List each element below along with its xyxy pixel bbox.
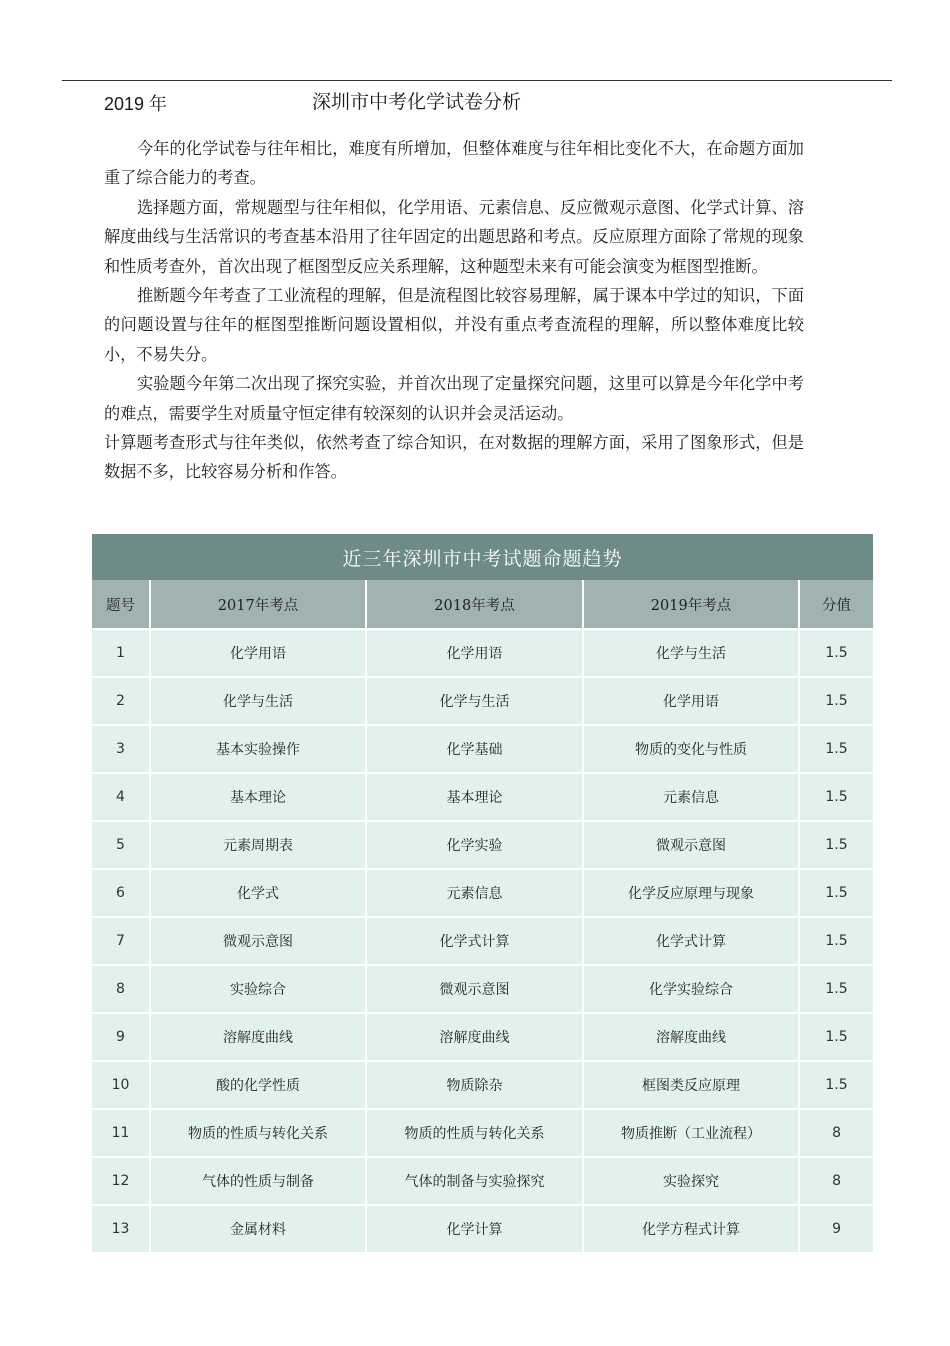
question-number-cell: 7 bbox=[92, 917, 150, 965]
score-cell: 9 bbox=[799, 1205, 873, 1252]
table-row bbox=[92, 1013, 873, 1061]
question-number-cell: 11 bbox=[92, 1109, 150, 1157]
topic-2018-cell: 化学与生活 bbox=[366, 677, 583, 725]
topic-2019-cell: 实验探究 bbox=[583, 1157, 799, 1205]
table-row bbox=[92, 1205, 873, 1252]
document-year: 2019 年 bbox=[104, 94, 168, 114]
topic-2019-cell: 化学与生活 bbox=[583, 629, 799, 677]
question-number-cell: 2 bbox=[92, 677, 150, 725]
column-header-number: 题号 bbox=[92, 580, 150, 629]
topic-2019-cell: 化学用语 bbox=[583, 677, 799, 725]
question-number-cell: 9 bbox=[92, 1013, 150, 1061]
table-row bbox=[92, 821, 873, 869]
document-title: 深圳市中考化学试卷分析 bbox=[312, 91, 522, 113]
topic-2018-cell: 化学计算 bbox=[366, 1205, 583, 1252]
topic-2017-cell: 实验综合 bbox=[150, 965, 366, 1013]
trend-table bbox=[92, 534, 873, 1252]
analysis-body bbox=[104, 134, 804, 487]
table-row bbox=[92, 1157, 873, 1205]
score-cell: 1.5 bbox=[799, 1013, 873, 1061]
table-row bbox=[92, 917, 873, 965]
topic-2017-cell: 微观示意图 bbox=[150, 917, 366, 965]
topic-2018-cell: 化学实验 bbox=[366, 821, 583, 869]
topic-2017-cell: 基本实验操作 bbox=[150, 725, 366, 773]
topic-2018-cell: 化学基础 bbox=[366, 725, 583, 773]
topic-2018-cell: 元素信息 bbox=[366, 869, 583, 917]
topic-2017-cell: 基本理论 bbox=[150, 773, 366, 821]
table-row bbox=[92, 965, 873, 1013]
topic-2019-cell: 元素信息 bbox=[583, 773, 799, 821]
score-cell: 1.5 bbox=[799, 773, 873, 821]
topic-2017-cell: 化学式 bbox=[150, 869, 366, 917]
topic-2018-cell: 物质的性质与转化关系 bbox=[366, 1109, 583, 1157]
topic-2017-cell: 物质的性质与转化关系 bbox=[150, 1109, 366, 1157]
topic-2017-cell: 酸的化学性质 bbox=[150, 1061, 366, 1109]
topic-2018-cell: 气体的制备与实验探究 bbox=[366, 1157, 583, 1205]
table-row bbox=[92, 677, 873, 725]
topic-2017-cell: 溶解度曲线 bbox=[150, 1013, 366, 1061]
topic-2018-cell: 溶解度曲线 bbox=[366, 1013, 583, 1061]
question-number-cell: 10 bbox=[92, 1061, 150, 1109]
top-rule bbox=[62, 80, 892, 81]
topic-2017-cell: 化学用语 bbox=[150, 629, 366, 677]
question-number-cell: 4 bbox=[92, 773, 150, 821]
question-number-cell: 5 bbox=[92, 821, 150, 869]
topic-2019-cell: 物质推断（工业流程） bbox=[583, 1109, 799, 1157]
table-row bbox=[92, 1061, 873, 1109]
table-row bbox=[92, 725, 873, 773]
question-number-cell: 8 bbox=[92, 965, 150, 1013]
topic-2018-cell: 微观示意图 bbox=[366, 965, 583, 1013]
score-cell: 1.5 bbox=[799, 869, 873, 917]
topic-2019-cell: 框图类反应原理 bbox=[583, 1061, 799, 1109]
topic-2019-cell: 物质的变化与性质 bbox=[583, 725, 799, 773]
table-row bbox=[92, 773, 873, 821]
column-header-2018: 2018年考点 bbox=[366, 580, 583, 629]
score-cell: 8 bbox=[799, 1157, 873, 1205]
score-cell: 1.5 bbox=[799, 629, 873, 677]
table-caption: 近三年深圳市中考试题命题趋势 bbox=[92, 534, 873, 580]
topic-2019-cell: 化学实验综合 bbox=[583, 965, 799, 1013]
column-header-2017: 2017年考点 bbox=[150, 580, 366, 629]
score-cell: 1.5 bbox=[799, 1061, 873, 1109]
topic-2017-cell: 气体的性质与制备 bbox=[150, 1157, 366, 1205]
question-number-cell: 1 bbox=[92, 629, 150, 677]
topic-2019-cell: 化学反应原理与现象 bbox=[583, 869, 799, 917]
topic-2017-cell: 化学与生活 bbox=[150, 677, 366, 725]
topic-2019-cell: 微观示意图 bbox=[583, 821, 799, 869]
paragraph-overview: 今年的化学试卷与往年相比，难度有所增加，但整体难度与往年相比变化不大，在命题方面加重了综合能力的考查。 bbox=[104, 139, 804, 188]
score-cell: 1.5 bbox=[799, 965, 873, 1013]
table-row bbox=[92, 1109, 873, 1157]
question-number-cell: 12 bbox=[92, 1157, 150, 1205]
table-row bbox=[92, 869, 873, 917]
score-cell: 1.5 bbox=[799, 821, 873, 869]
topic-2017-cell: 金属材料 bbox=[150, 1205, 366, 1252]
paragraph-inference: 推断题今年考查了工业流程的理解，但是流程图比较容易理解，属于课本中学过的知识，下面的问题设置与往年的框图型推断问题设置相似，并没有重点考查流程的理解，所以整体难度比较小，不易失分。 bbox=[104, 286, 804, 364]
question-number-cell: 3 bbox=[92, 725, 150, 773]
topic-2019-cell: 溶解度曲线 bbox=[583, 1013, 799, 1061]
column-header-2019: 2019年考点 bbox=[583, 580, 799, 629]
topic-2018-cell: 化学式计算 bbox=[366, 917, 583, 965]
topic-2018-cell: 基本理论 bbox=[366, 773, 583, 821]
topic-2019-cell: 化学方程式计算 bbox=[583, 1205, 799, 1252]
question-number-cell: 13 bbox=[92, 1205, 150, 1252]
paragraph-multiple-choice: 选择题方面，常规题型与往年相似，化学用语、元素信息、反应微观示意图、化学式计算、溶解度曲线与生活常识的考查基本沿用了往年固定的出题思路和考点。反应原理方面除了常规的现象和性质考查外，首次出现了框图型反应关系理解，这种题型未来有可能会演变为框图型推断。 bbox=[104, 197, 804, 276]
topic-2018-cell: 化学用语 bbox=[366, 629, 583, 677]
topic-2018-cell: 物质除杂 bbox=[366, 1061, 583, 1109]
column-header-score: 分值 bbox=[799, 580, 873, 629]
score-cell: 8 bbox=[799, 1109, 873, 1157]
score-cell: 1.5 bbox=[799, 917, 873, 965]
score-cell: 1.5 bbox=[799, 677, 873, 725]
topic-2017-cell: 元素周期表 bbox=[150, 821, 366, 869]
score-cell: 1.5 bbox=[799, 725, 873, 773]
paragraph-experiment: 实验题今年第二次出现了探究实验，并首次出现了定量探究问题，这里可以算是今年化学中考的难点，需要学生对质量守恒定律有较深刻的认识并会灵活运动。 bbox=[104, 374, 804, 423]
table-body bbox=[92, 629, 873, 1252]
question-number-cell: 6 bbox=[92, 869, 150, 917]
paragraph-calculation: 计算题考查形式与往年类似，依然考查了综合知识，在对数据的理解方面，采用了图象形式，但是数据不多，比较容易分析和作答。 bbox=[104, 433, 804, 482]
topic-2019-cell: 化学式计算 bbox=[583, 917, 799, 965]
table-row bbox=[92, 629, 873, 677]
